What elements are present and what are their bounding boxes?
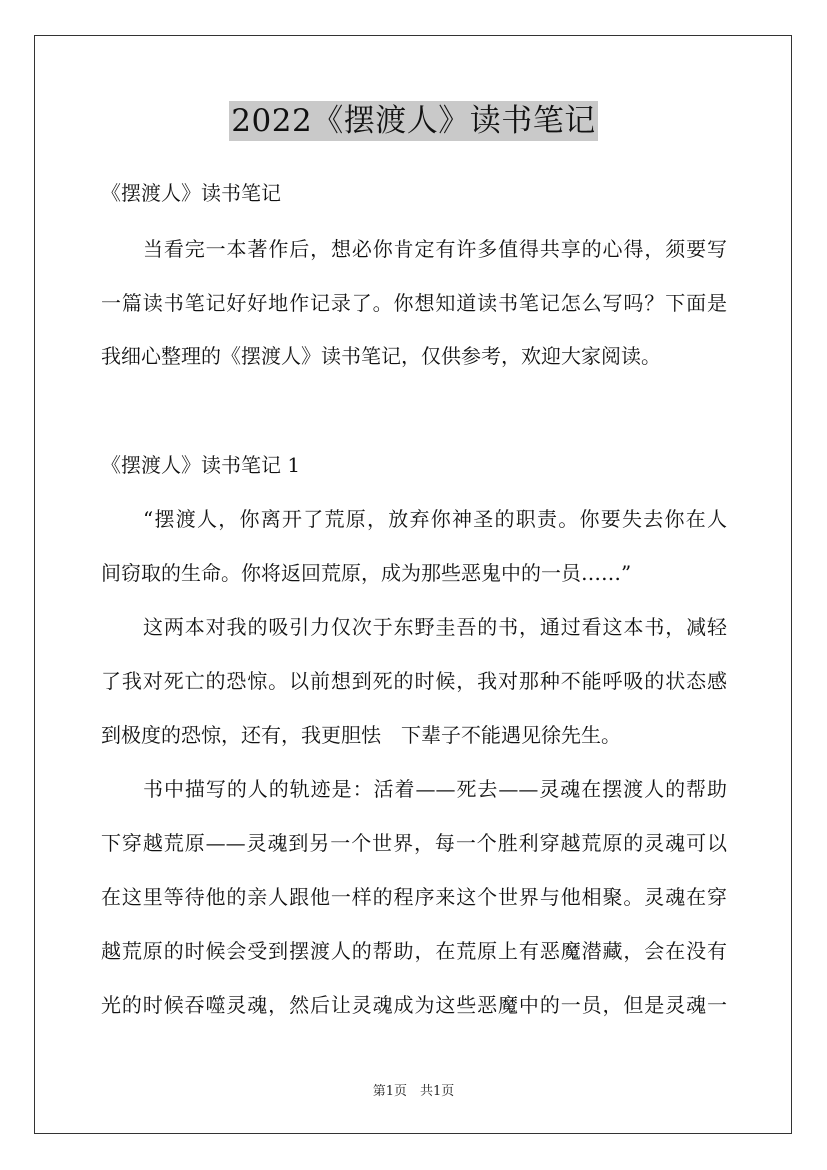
quote-line-1: “摆渡人，你离开了荒原，放弃你神圣的职责。你要失去你在人 xyxy=(143,507,727,531)
intro-line-3: 我细心整理的《摆渡人》读书笔记，仅供参考，欢迎大家阅读。 xyxy=(101,344,661,368)
subtitle: 《摆渡人》读书笔记 xyxy=(101,181,281,205)
para3-line-4: 越荒原的时候会受到摆渡人的帮助，在荒原上有恶魔潜藏，会在没有 xyxy=(101,939,727,963)
title-container xyxy=(0,101,827,141)
intro-line-2: 一篇读书笔记好好地作记录了。你想知道读书笔记怎么写吗？下面是 xyxy=(101,291,727,315)
para3-line-5: 光的时候吞噬灵魂，然后让灵魂成为这些恶魔中的一员，但是灵魂一 xyxy=(101,993,727,1017)
para2-line-2: 了我对死亡的恐惊。以前想到死的时候，我对那种不能呼吸的状态感 xyxy=(101,669,727,693)
para2-line-1: 这两本对我的吸引力仅次于东野圭吾的书，通过看这本书，减轻 xyxy=(143,615,727,639)
para3-line-2: 下穿越荒原——灵魂到另一个世界，每一个胜利穿越荒原的灵魂可以 xyxy=(101,831,727,855)
document-title: 2022《摆渡人》读书笔记 xyxy=(231,103,596,139)
section-heading: 《摆渡人》读书笔记 1 xyxy=(101,453,301,477)
quote-line-2: 间窃取的生命。你将返回荒原，成为那些恶鬼中的一员……” xyxy=(101,561,632,585)
para3-line-1: 书中描写的人的轨迹是：活着——死去——灵魂在摆渡人的帮助 xyxy=(143,777,727,801)
page-footer: 第1页 共1页 xyxy=(372,1084,455,1099)
intro-line-1: 当看完一本著作后，想必你肯定有许多值得共享的心得，须要写 xyxy=(143,237,727,261)
para2-line-3: 到极度的恐惊，还有，我更胆怯 下辈子不能遇见徐先生。 xyxy=(101,723,621,747)
para3-line-3: 在这里等待他的亲人跟他一样的程序来这个世界与他相聚。灵魂在穿 xyxy=(101,885,727,909)
